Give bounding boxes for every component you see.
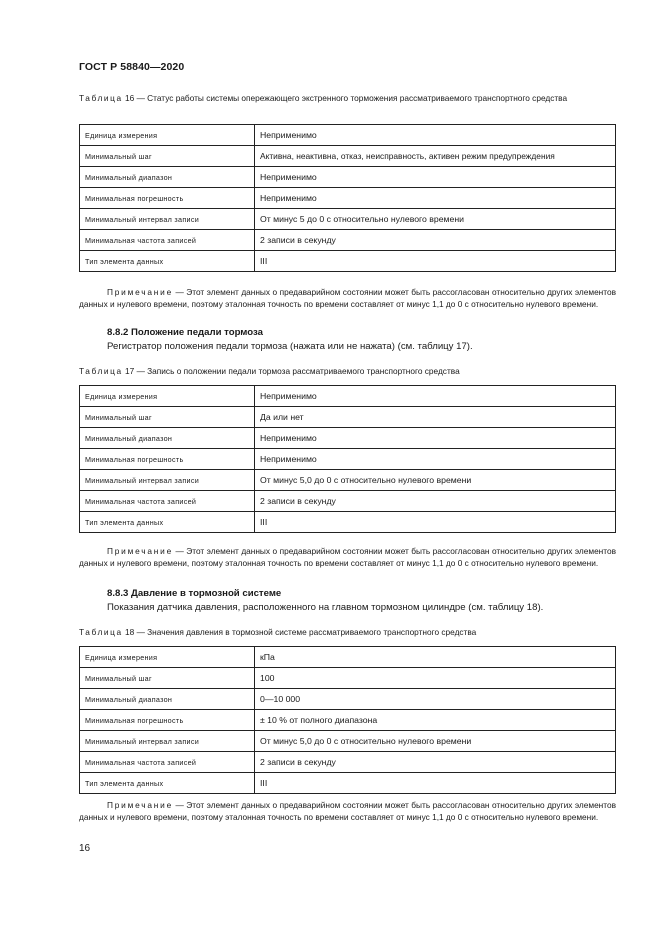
row-value: От минус 5 до 0 с относительно нулевого времени bbox=[255, 209, 616, 230]
table-row bbox=[80, 230, 616, 251]
row-value: 2 записи в секунду bbox=[255, 491, 616, 512]
row-value: Неприменимо bbox=[255, 188, 616, 209]
table-row bbox=[80, 710, 616, 731]
row-label: Тип элемента данных bbox=[80, 512, 255, 533]
row-label: Минимальный диапазон bbox=[80, 428, 255, 449]
row-label: Минимальный интервал записи bbox=[80, 209, 255, 230]
table-row bbox=[80, 731, 616, 752]
table-row bbox=[80, 689, 616, 710]
row-label: Минимальный интервал записи bbox=[80, 731, 255, 752]
page-number: 16 bbox=[79, 843, 91, 854]
row-value: Неприменимо bbox=[255, 449, 616, 470]
row-label: Минимальная погрешность bbox=[80, 188, 255, 209]
row-label: Единица измерения bbox=[80, 125, 255, 146]
row-label: Тип элемента данных bbox=[80, 251, 255, 272]
note-lead: Примечание bbox=[107, 800, 174, 810]
note-text: — Этот элемент данных о предаварийном состоянии может быть рассогласован относительно других элементов данных и нулевого времени, поэтому эталонная точность по времени составляет от минус 1,1 до 0 с относительно нулевого времени. bbox=[79, 546, 616, 568]
document-header: ГОСТ Р 58840—2020 bbox=[79, 61, 185, 73]
section-title: 8.8.2 Положение педали тормоза bbox=[107, 327, 263, 338]
note-text: — Этот элемент данных о предаварийном состоянии может быть рассогласован относительно других элементов данных и нулевого времени, поэтому эталонная точность по времени составляет от минус 1,1 до 0 с относительно нулевого времени. bbox=[79, 287, 616, 309]
row-value: Неприменимо bbox=[255, 428, 616, 449]
row-label: Минимальный шаг bbox=[80, 407, 255, 428]
caption-text: 18 — Значения давления в тормозной системе рассматриваемого транспортного средства bbox=[122, 627, 477, 637]
row-label: Тип элемента данных bbox=[80, 773, 255, 794]
note-text: — Этот элемент данных о предаварийном состоянии может быть рассогласован относительно других элементов данных и нулевого времени, поэтому эталонная точность по времени составляет от минус 1,1 до 0 с относительно нулевого времени. bbox=[79, 800, 616, 822]
row-value: 2 записи в секунду bbox=[255, 752, 616, 773]
table-row bbox=[80, 647, 616, 668]
section-8-8-2 bbox=[79, 326, 616, 354]
table-18-caption bbox=[79, 626, 616, 638]
row-label: Минимальный диапазон bbox=[80, 167, 255, 188]
row-value: Неприменимо bbox=[255, 125, 616, 146]
note-16 bbox=[79, 286, 616, 310]
row-value: Активна, неактивна, отказ, неисправность, активен режим предупреждения bbox=[255, 146, 616, 167]
table-row bbox=[80, 167, 616, 188]
table-row bbox=[80, 428, 616, 449]
section-body: Регистратор положения педали тормоза (нажата или не нажата) (см. таблицу 17). bbox=[107, 341, 473, 352]
table-row bbox=[80, 209, 616, 230]
row-value: 100 bbox=[255, 668, 616, 689]
note-17 bbox=[79, 545, 616, 569]
section-body: Показания датчика давления, расположенного на главном тормозном цилиндре (см. таблицу 18). bbox=[107, 602, 544, 613]
row-label: Минимальная частота записей bbox=[80, 491, 255, 512]
table-row bbox=[80, 449, 616, 470]
table-row bbox=[80, 386, 616, 407]
note-lead: Примечание bbox=[107, 546, 174, 556]
row-value: От минус 5,0 до 0 с относительно нулевого времени bbox=[255, 470, 616, 491]
row-value: III bbox=[255, 773, 616, 794]
section-title: 8.8.3 Давление в тормозной системе bbox=[107, 588, 282, 599]
table-17 bbox=[79, 385, 616, 533]
row-value: III bbox=[255, 512, 616, 533]
table-row bbox=[80, 752, 616, 773]
row-value: От минус 5,0 до 0 с относительно нулевого времени bbox=[255, 731, 616, 752]
row-value: 0—10 000 bbox=[255, 689, 616, 710]
row-value: Неприменимо bbox=[255, 386, 616, 407]
table-row bbox=[80, 470, 616, 491]
row-label: Минимальный интервал записи bbox=[80, 470, 255, 491]
row-value: Неприменимо bbox=[255, 167, 616, 188]
row-label: Единица измерения bbox=[80, 647, 255, 668]
row-label: Минимальная погрешность bbox=[80, 449, 255, 470]
row-value: кПа bbox=[255, 647, 616, 668]
table-row bbox=[80, 146, 616, 167]
table-18 bbox=[79, 646, 616, 794]
row-label: Единица измерения bbox=[80, 386, 255, 407]
row-value: Да или нет bbox=[255, 407, 616, 428]
row-label: Минимальная частота записей bbox=[80, 752, 255, 773]
caption-lead: Таблица bbox=[79, 93, 123, 103]
note-lead: Примечание bbox=[107, 287, 174, 297]
caption-text: 16 — Статус работы системы опережающего экстренного торможения рассматриваемого транспортного средства bbox=[122, 93, 568, 103]
caption-lead: Таблица bbox=[79, 627, 123, 637]
row-value: 2 записи в секунду bbox=[255, 230, 616, 251]
row-label: Минимальный шаг bbox=[80, 668, 255, 689]
table-row bbox=[80, 512, 616, 533]
table-16-caption bbox=[79, 92, 616, 104]
table-17-caption bbox=[79, 365, 616, 377]
table-row bbox=[80, 125, 616, 146]
caption-text: 17 — Запись о положении педали тормоза рассматриваемого транспортного средства bbox=[122, 366, 460, 376]
caption-lead: Таблица bbox=[79, 366, 123, 376]
section-8-8-3 bbox=[79, 587, 616, 615]
row-label: Минимальный диапазон bbox=[80, 689, 255, 710]
table-row bbox=[80, 251, 616, 272]
row-label: Минимальный шаг bbox=[80, 146, 255, 167]
note-18 bbox=[79, 799, 616, 823]
row-value: ± 10 % от полного диапазона bbox=[255, 710, 616, 731]
table-row bbox=[80, 668, 616, 689]
row-label: Минимальная погрешность bbox=[80, 710, 255, 731]
table-row bbox=[80, 407, 616, 428]
row-label: Минимальная частота записей bbox=[80, 230, 255, 251]
row-value: III bbox=[255, 251, 616, 272]
table-row bbox=[80, 773, 616, 794]
table-row bbox=[80, 188, 616, 209]
table-row bbox=[80, 491, 616, 512]
table-16 bbox=[79, 124, 616, 272]
